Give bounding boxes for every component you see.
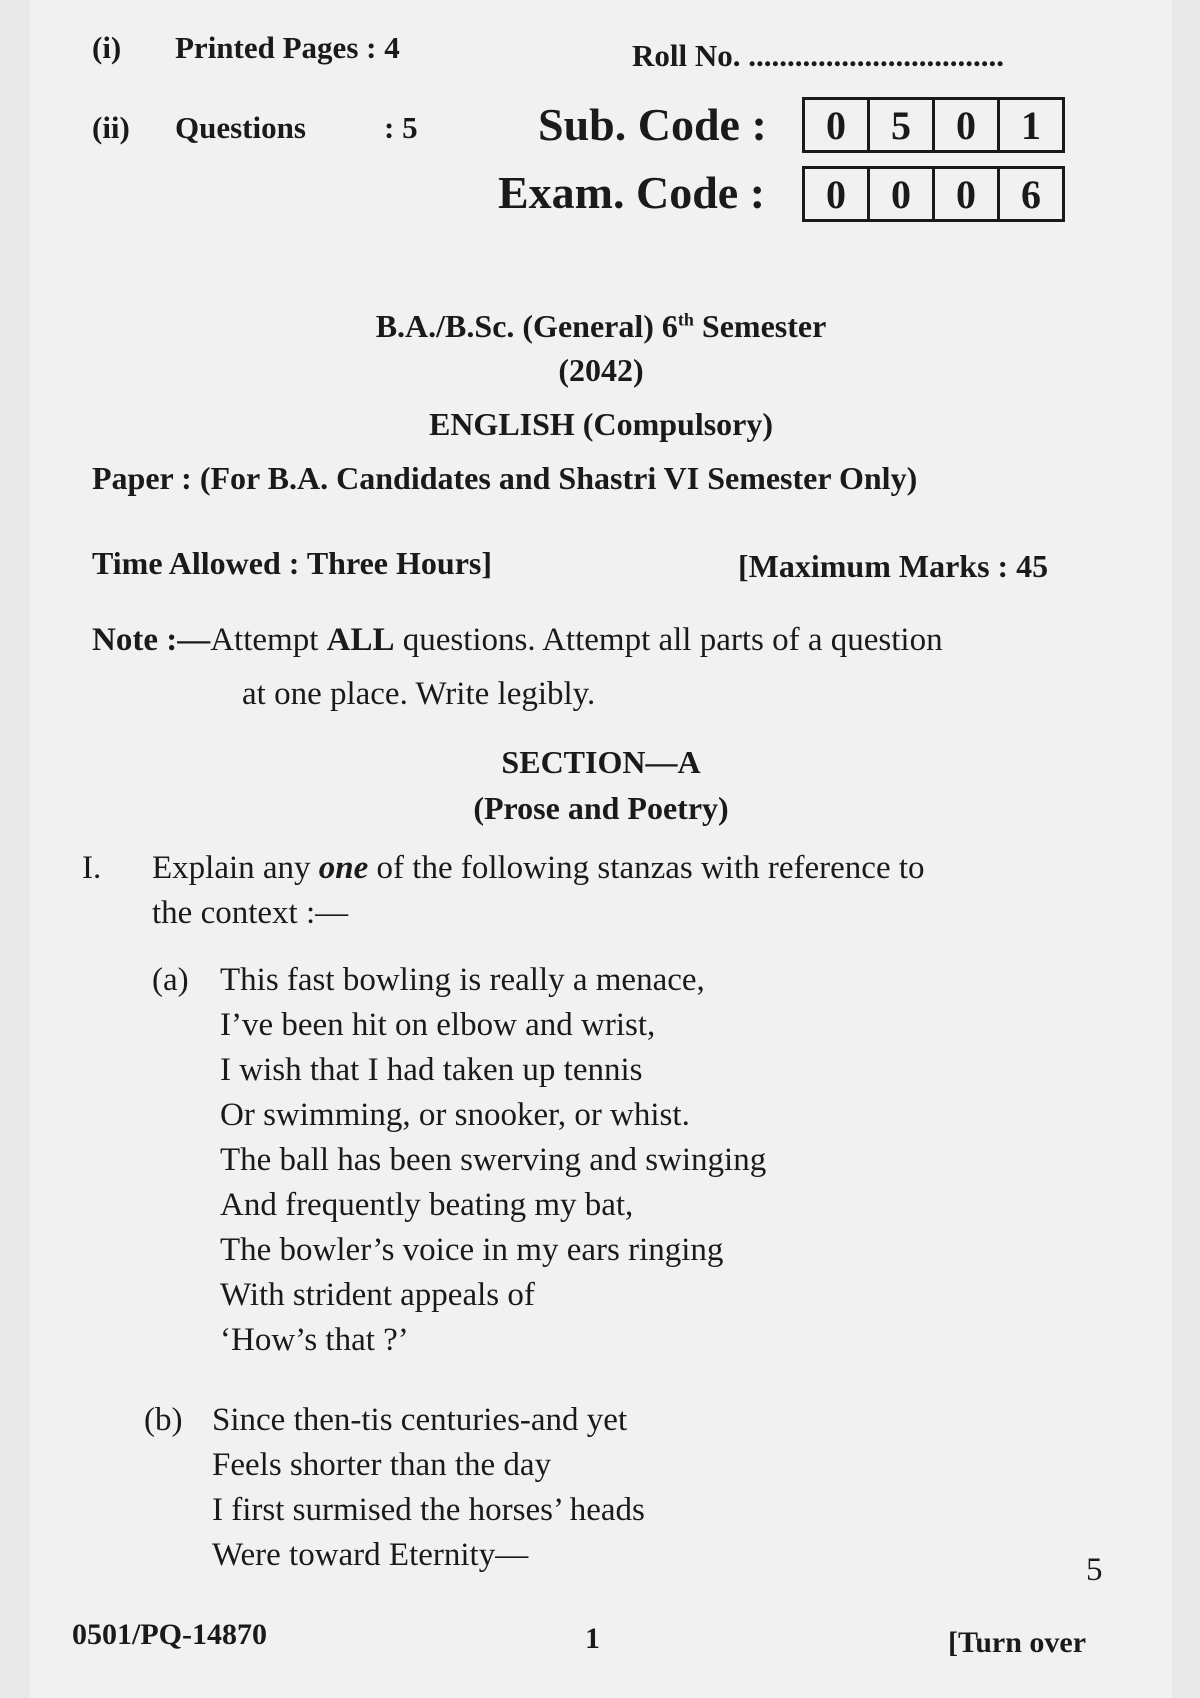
stanza-line: The ball has been swerving and swinging [220,1142,767,1178]
course-tail: Semester [693,308,827,344]
sub-code-boxes [802,97,1065,153]
note-line-1 [92,622,943,659]
printed-pages-label: Printed Pages : 4 [175,30,400,65]
part-b-stanza [212,1398,645,1578]
sub-code-digit: 5 [870,100,935,150]
question-text-line-2: the context :— [152,895,349,931]
question-paper-page [30,0,1172,1698]
note-label: Note :— [92,622,211,658]
exam-code-digit: 0 [870,169,935,219]
stanza-line: I first surmised the horses’ heads [212,1492,645,1528]
question-pre: Explain any [152,850,319,886]
course-title [30,308,1172,345]
part-a-stanza [220,958,766,1363]
course-sup: th [677,309,694,330]
course-text: B.A./B.Sc. (General) 6 [375,308,678,344]
questions-label: Questions [175,110,306,145]
maximum-marks: [Maximum Marks : 45 [738,548,1049,584]
stanza-line: Or swimming, or snooker, or whist. [220,1097,690,1133]
question-number: I. [82,850,102,886]
stanza-line: And frequently beating my bat, [220,1187,634,1223]
subject-title: ENGLISH (Compulsory) [428,406,774,442]
roll-no: Roll No. ................................. [632,38,1004,73]
note-pre: Attempt [210,622,327,658]
stanza-line: Feels shorter than the day [212,1447,552,1483]
page-number: 1 [585,1622,600,1655]
question-post: of the following stanzas with reference to [368,850,925,886]
section-heading: SECTION—A [501,744,701,780]
exam-code-digit: 0 [935,169,1000,219]
question-text-line-1 [152,850,925,887]
sub-code-digit: 0 [935,100,1000,150]
note-post: questions. Attempt all parts of a question [394,622,943,658]
sub-code-digit: 0 [805,100,870,150]
exam-code-label: Exam. Code : [498,167,766,218]
time-allowed: Time Allowed : Three Hours] [92,545,492,581]
question-emph: one [318,850,369,886]
stanza-line: I wish that I had taken up tennis [220,1052,643,1088]
questions-value: : 5 [384,110,418,145]
exam-year: (2042) [558,352,644,388]
stanza-line: Were toward Eternity— [212,1537,529,1573]
paper-code: 0501/PQ-14870 [72,1618,267,1651]
stanza-line: Since then-tis centuries-and yet [212,1402,628,1438]
stanza-line: The bowler’s voice in my ears ringing [220,1232,724,1268]
exam-code-digit: 0 [805,169,870,219]
printed-pages-num: (i) [92,30,122,65]
exam-code-digit: 6 [1021,171,1041,217]
part-a-label: (a) [152,962,189,998]
note-line-2: at one place. Write legibly. [242,676,596,712]
sub-code-label: Sub. Code : [538,99,767,150]
stanza-line: ‘How’s that ?’ [220,1322,409,1358]
sub-code-digit: 1 [1021,102,1041,148]
section-subheading: (Prose and Poetry) [473,790,729,826]
stanza-line: With strident appeals of [220,1277,535,1313]
part-b-label: (b) [144,1402,183,1438]
stanza-line: This fast bowling is really a menace, [220,962,705,998]
questions-num: (ii) [92,110,130,145]
exam-code-boxes [802,166,1065,222]
question-marks: 5 [1086,1552,1103,1588]
stanza-line: I’ve been hit on elbow and wrist, [220,1007,656,1043]
note-bold: ALL [326,622,395,658]
paper-title: Paper : (For B.A. Candidates and Shastri VI Semester Only) [92,460,918,496]
turn-over: [Turn over [948,1626,1087,1659]
